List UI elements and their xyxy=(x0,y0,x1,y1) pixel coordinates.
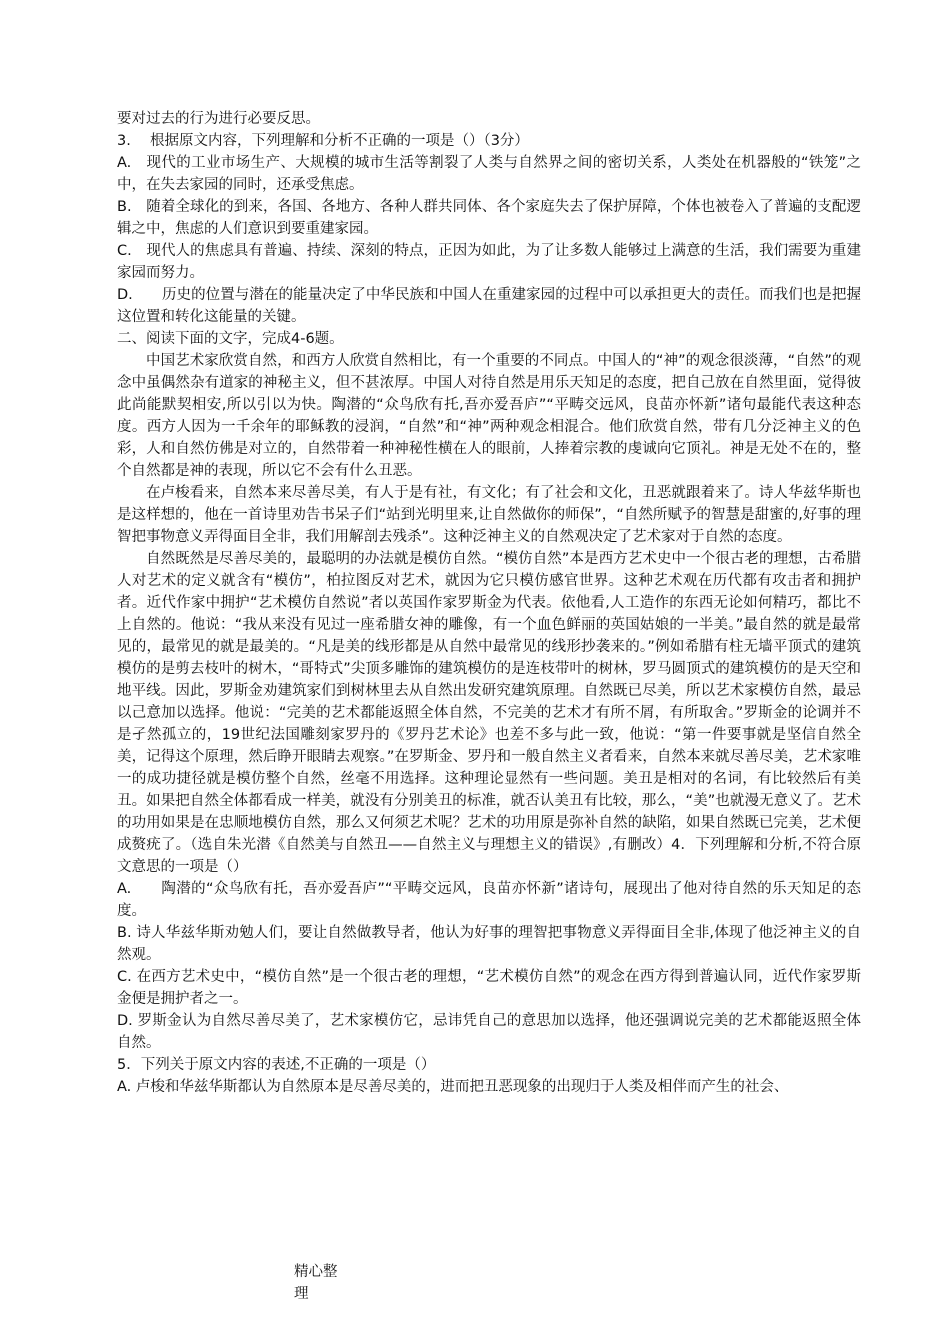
question-5: 5．下列关于原文内容的表述,不正确的一项是（） xyxy=(117,1057,436,1073)
option-b: B. 随着全球化的到来，各国、各地方、各种人群共同体、各个家庭失去了保护屏障，个体也被卷入了普遍的支配逻辑之中，焦虑的人们意识到要重建家园。 xyxy=(117,199,861,237)
footer-line: 精心整 xyxy=(294,1264,338,1280)
section-heading: 二、阅读下面的文字，完成4-6题。 xyxy=(117,331,344,347)
option-a: A. 现代的工业市场生产、大规模的城市生活等割裂了人类与自然界之间的密切关系，人类处在机器般的“铁笼”之中，在失去家园的同时，还承受焦虑。 xyxy=(117,155,861,193)
document-body xyxy=(117,108,861,1098)
page-footer xyxy=(294,1261,354,1305)
option-c: C. 在西方艺术史中，“模仿自然”是一个很古老的理想，“艺术模仿自然”的观念在西方得到普遍认同，近代作家罗斯金便是拥护者之一。 xyxy=(117,969,861,1007)
option-d: D. 历史的位置与潜在的能量决定了中华民族和中国人在重建家园的过程中可以承担更大的责任。而我们也是把握这位置和转化这能量的关键。 xyxy=(117,287,861,325)
option-a: A. 卢梭和华兹华斯都认为自然原本是尽善尽美的，进而把丑恶现象的出现归于人类及相伴而产生的社会、 xyxy=(117,1079,789,1095)
reading-paragraph: 自然既然是尽善尽美的，最聪明的办法就是模仿自然。“模仿自然”本是西方艺术史中一个很古老的理想，古希腊人对艺术的定义就含有“模仿”，柏拉图反对艺术，就因为它只模仿感官世界。这种艺术观在历代都有攻击者和拥护者。近代作家中拥护“艺术模仿自然说”者以英国作家罗斯金为代表。依他看,人工造作的东西无论如何精巧，都比不上自然的。他说：“我从来没有见过一座希腊女神的雕像，有一个血色鲜丽的英国姑娘的一半美。”最自然的就是最常见的，最常见的就是最美的。“凡是美的线形都是从自然中最常见的线形抄袭来的。”例如希腊有柱无墙平顶式的建筑模仿的是剪去枝叶的树木，“哥特式”尖顶多雕饰的建筑模仿的是连枝带叶的树林，罗马圆顶式的建筑模仿的是天空和地平线。因此，罗斯金劝建筑家们到树林里去从自然出发研究建筑原理。自然既已尽美，所以艺术家模仿自然，最忌以己意加以选择。他说：“完美的艺术都能返照全体自然，不完美的艺术才有所不屑，有所取舍。”罗斯金的论调并不是孑然孤立的，19世纪法国雕刻家罗丹的《罗丹艺术论》也差不多与此一致，他说：“第一件要事就是坚信自然全美，记得这个原理，然后睁开眼睛去观察。”在罗斯金、罗丹和一般自然主义者看来，自然本来就尽善尽美，艺术家唯一的成功捷径就是模仿整个自然，丝毫不用选择。这种理论显然有一些问题。美丑是相对的名词，有比较然后有美丑。如果把自然全体都看成一样美，就没有分别美丑的标准，就否认美丑有比较，那么，“美”也就漫无意义了。艺术的功用如果是在忠顺地模仿自然，那么又何须艺术呢？艺术的功用原是弥补自然的缺陷，如果自然既已完美，艺术便成赘疣了。（选自朱光潜《自然美与自然丑——自然主义与理想主义的错误》,有删改）4．下列理解和分析,不符合原文意思的一项是（） xyxy=(117,551,861,875)
question-3: 3. 根据原文内容，下列理解和分析不正确的一项是（）（3分） xyxy=(117,133,529,149)
option-d: D. 罗斯金认为自然尽善尽美了，艺术家模仿它，忌讳凭自己的意思加以选择，他还强调说完美的艺术都能返照全体自然。 xyxy=(117,1013,861,1051)
reading-paragraph: 中国艺术家欣赏自然，和西方人欣赏自然相比，有一个重要的不同点。中国人的“神”的观念很淡薄，“自然”的观念中虽偶然杂有道家的神秘主义，但不甚浓厚。中国人对待自然是用乐天知足的态度，把自己放在自然里面，觉得彼此尚能默契相安,所以引以为快。陶潜的“众鸟欣有托,吾亦爱吾庐”“平畴交远风，良苗亦怀新”诸句最能代表这种态度。西方人因为一千余年的耶稣教的浸润，“自然”和“神”两种观念相混合。他们欣赏自然，带有几分泛神主义的色彩，人和自然仿佛是对立的，自然带着一种神秘性横在人的眼前，人捧着宗教的虔诚向它顶礼。神是无处不在的，整个自然都是神的表现，所以它不会有什么丑恶。 xyxy=(117,353,861,479)
option-b: B. 诗人华兹华斯劝勉人们，要让自然做教导者，他认为好事的理智把事物意义弄得面目全非,体现了他泛神主义的自然观。 xyxy=(117,925,861,963)
footer-line: 理 xyxy=(294,1286,309,1302)
reading-paragraph: 在卢梭看来，自然本来尽善尽美，有人于是有社，有文化；有了社会和文化，丑恶就跟着来了。诗人华兹华斯也是这样想的，他在一首诗里劝告书呆子们“站到光明里来,让自然做你的师保”，“自然所赋予的智慧是甜蜜的,好事的理智把事物意义弄得面目全非，我们用解剖去残杀”。这种泛神主义的自然观决定了艺术家对于自然的态度。 xyxy=(117,485,861,545)
option-a: A. 陶潜的“众鸟欣有托，吾亦爱吾庐”“平畴交远风，良苗亦怀新”诸诗句，展现出了他对待自然的乐天知足的态度。 xyxy=(117,881,861,919)
option-c: C. 现代人的焦虑具有普遍、持续、深刻的特点，正因为如此，为了让多数人能够过上满意的生活，我们需要为重建家园而努力。 xyxy=(117,243,861,281)
paragraph: 要对过去的行为进行必要反思。 xyxy=(117,111,320,127)
